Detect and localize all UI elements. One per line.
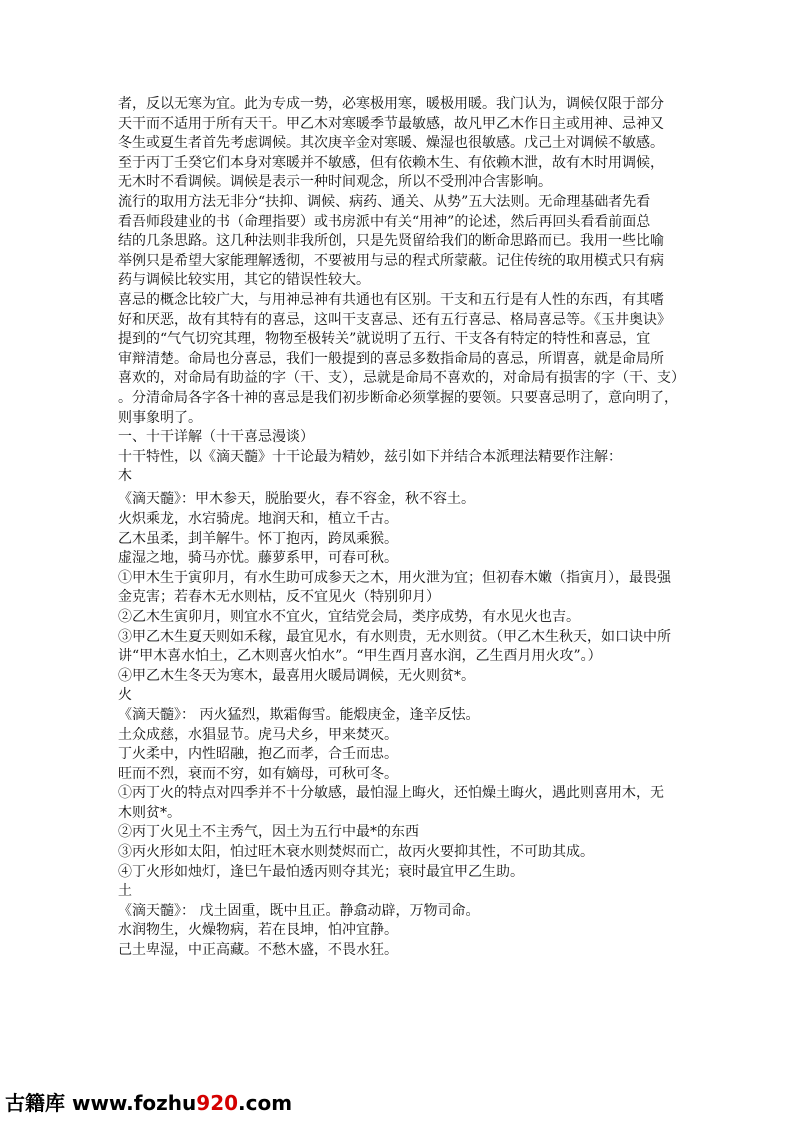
site-url-suffix: .com [238, 1091, 293, 1115]
text-line: 虚湿之地，骑马亦忧。藤萝系甲，可春可秋。 [118, 550, 398, 567]
text-line: 喜欢的，对命局有助益的字（干、支），忌就是命局不喜欢的，对命局有损害的字（干、支） [118, 370, 685, 387]
text-line: 无木时不看调候。调候是表示一种时间观念，所以不受刑冲合害影响。 [118, 174, 552, 191]
text-line: 看吾师段建业的书（命理指要）或书房派中有关“用神”的论述，然后再回头看看前面总 [118, 213, 651, 230]
text-line: 乙木虽柔，刲羊解牛。怀丁抱丙，跨凤乘猴。 [118, 530, 398, 547]
text-line: 。分清命局各字各十神的喜忌是我们初步断命必须掌握的要领。只要喜忌明了，意向明了， [118, 389, 678, 406]
text-line: 好和厌恶，故有其特有的喜忌，这叫干支喜忌、还有五行喜忌、格局喜忌等。《玉井奥诀》 [118, 311, 671, 328]
element-heading-fire: 火 [118, 687, 132, 704]
text-line: 结的几条思路。这几种法则非我所创，只是先贤留给我们的断命思路而已。我用一些比喻 [118, 233, 664, 250]
element-heading-earth: 土 [118, 883, 132, 900]
text-line: ③甲乙木生夏天则如禾稼，最宜见水，有水则贵，无水则贫。（甲乙木生秋天，如口诀中所 [118, 628, 671, 645]
text-line: 举例只是希望大家能理解透彻，不要被用与忌的程式所蒙蔽。记住传统的取用模式只有病 [118, 252, 664, 269]
text-line: ②乙木生寅卯月，则宜水不宜火，宜结党会局，类序成势，有水见火也吉。 [118, 608, 580, 625]
section-heading: 一、十干详解（十干喜忌漫谈） [118, 429, 314, 446]
text-line: 己土卑湿，中正高藏。不愁木盛，不畏水狂。 [118, 942, 398, 959]
text-line: 《滴天髓》：甲木参天，脱胎要火，春不容金，秋不容土。 [118, 491, 475, 508]
text-line: 审辩清楚。命局也分喜忌，我们一般提到的喜忌多数指命局的喜忌，所谓喜，就是命局所 [118, 350, 664, 367]
text-line: ④丁火形如烛灯，逢巳午最怕透丙则夺其光；衰时最宜甲乙生助。 [118, 863, 524, 880]
text-line: 土众成慈，水猖显节。虎马犬乡，甲来焚灭。 [118, 726, 398, 743]
text-line: 十干特性，以《滴天髓》十干论最为精妙，兹引如下并结合本派理法精要作注解： [118, 448, 622, 465]
text-line: ①丙丁火的特点对四季并不十分敏感，最怕湿上晦火，还怕燥土晦火，遇此则喜用木，无 [118, 785, 664, 802]
element-heading-wood: 木 [118, 468, 132, 485]
text-line: 至于丙丁壬癸它们本身对寒暖并不敏感，但有依赖木生、有依赖木泄，故有木时用调候， [118, 154, 664, 171]
text-line: 者，反以无寒为宜。此为专成一势，必寒极用寒，暖极用暖。我门认为，调候仅限于部分 [118, 96, 664, 112]
text-line: ②丙丁火见土不主秀气，因土为五行中最*的东西 [118, 824, 419, 841]
site-url-number: 920 [196, 1091, 239, 1115]
site-watermark [5, 1087, 292, 1116]
text-line: 讲“甲木喜水怕土，乙木则喜火怕水”。“甲生酉月喜水润，乙生酉月用火攻”。） [118, 648, 602, 665]
document-body [118, 95, 685, 961]
text-line: 火炽乘龙，水宕骑虎。地润天和，植立千古。 [118, 510, 398, 527]
text-line: 旺而不烈，衰而不穷，如有嫡母，可秋可冬。 [118, 765, 398, 782]
text-line: 提到的“气气切究其理，物物至极转关”就说明了五行、干支各有特定的特性和喜忌，宜 [118, 331, 651, 348]
text-line: ④甲乙木生冬天为寒木，最喜用火暖局调候，无火则贫*。 [118, 667, 475, 684]
text-line: 水润物生，火燥物病，若在艮坤，怕冲宜静。 [118, 922, 398, 939]
text-line: 《滴天髓》： 丙火猛烈，欺霜侮雪。能煅庚金，逢辛反怯。 [118, 706, 480, 723]
text-block-commentary [118, 95, 685, 487]
text-block-ten-stems [118, 490, 680, 960]
text-line: ①甲木生于寅卯月，有水生助可成参天之木，用火泄为宜；但初春木嫩（指寅月），最畏强 [118, 569, 671, 586]
text-line: 药与调候比较实用，其它的错误性较大。 [118, 272, 370, 289]
text-line: 木则贫*。 [118, 804, 181, 821]
text-line: 天干而不适用于所有天干。甲乙木对寒暖季节最敏感，故凡甲乙木作日主或用神、忌神又 [118, 115, 664, 132]
text-line: 丁火柔中，内性昭融，抱乙而孝，合壬而忠。 [118, 746, 398, 763]
site-name: 古籍库 [5, 1091, 65, 1115]
text-line: 喜忌的概念比较广大，与用神忌神有共通也有区别。干支和五行是有人性的东西，有其嗜 [118, 291, 664, 308]
text-line: 《滴天髓》： 戊土固重，既中且正。静翕动辟，万物司命。 [118, 902, 480, 919]
text-line: 冬生或夏生者首先考虑调候。其次庚辛金对寒暖、燥湿也很敏感。戊己土对调候不敏感。 [118, 135, 664, 152]
text-line: 流行的取用方法无非分“扶抑、调候、病药、通关、从势”五大法则。无命理基础者先看 [118, 193, 651, 210]
text-line: 则事象明了。 [118, 409, 202, 426]
text-line: ③丙火形如太阳，怕过旺木衰水则焚烬而亡，故丙火要抑其性，不可助其成。 [118, 844, 594, 861]
text-line: 金克害；若春木无水则枯，反不宜见火（特别卯月） [118, 589, 440, 606]
site-url-prefix: www.fozhu [71, 1091, 197, 1115]
